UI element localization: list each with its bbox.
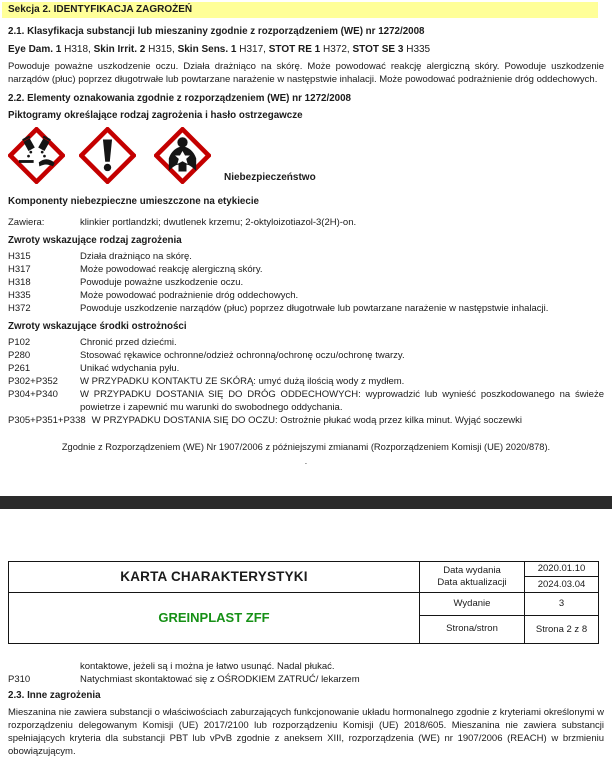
hazard-class: STOT RE 1 bbox=[268, 44, 321, 55]
p-statement-row bbox=[8, 349, 604, 362]
edition-label: Wydanie bbox=[420, 593, 525, 615]
pages-row bbox=[420, 616, 598, 643]
p-code: P302+P352 bbox=[8, 375, 58, 387]
hazard-code: H372, bbox=[320, 44, 353, 55]
hazard-code: H335 bbox=[403, 44, 431, 55]
p-text: Chronić przed dziećmi. bbox=[80, 336, 177, 348]
hazard-code: H317, bbox=[236, 44, 269, 55]
contains-value: klinkier portlandzki; dwutlenek krzemu; 2-oktyloizotiazol-3(2H)-on. bbox=[80, 216, 357, 228]
p-statement-row bbox=[8, 414, 604, 427]
indent-spacer bbox=[8, 660, 80, 673]
p-statements-list bbox=[8, 336, 604, 427]
h-text: Może powodować reakcję alergiczną skóry. bbox=[80, 263, 263, 275]
other-hazards-text: Mieszanina nie zawiera substancji o właściwościach zaburzających funkcjonowanie układu hormonalnego zgodnie z kryteriami określonymi w rozporządzeniu delegowanym Komisji (UE) 2017/2100 lub rozporządzeniu Komisji (UE) 2018/605. Mieszanina nie zawiera substancji spełniających kryteria dla substancji PBT lub vPvB zgodnie z aneksem XIII, rozporządzenia (WE) nr 1907/2006 (REACH) w brzmieniu obowiązującym. bbox=[8, 706, 604, 757]
product-name: GREINPLAST ZFF bbox=[158, 609, 270, 625]
dates-values bbox=[525, 562, 598, 592]
p-text: Stosować rękawice ochronne/odzież ochronną/ochronę oczu/ochronę twarzy. bbox=[80, 349, 405, 361]
hazard-code: H315, bbox=[145, 44, 178, 55]
h-text: Może powodować podrażnienie dróg oddechowych. bbox=[80, 289, 299, 301]
p-text: W PRZYPADKU DOSTANIA SIĘ DO OCZU: Ostrożnie płukać wodą przez kilka minut. Wyjąć soczewki bbox=[91, 414, 522, 426]
pictogram-row bbox=[8, 127, 604, 184]
p-statement-row bbox=[8, 388, 604, 414]
p-text: W PRZYPADKU KONTAKTU ZE SKÓRĄ: umyć dużą ilością wody z mydłem. bbox=[80, 375, 405, 387]
p-statement-row bbox=[8, 336, 604, 349]
h-code: H372 bbox=[8, 302, 31, 314]
heading-2-2: 2.2. Elementy oznakowania zgodnie z rozporządzeniem (WE) nr 1272/2008 bbox=[8, 92, 351, 104]
h-statements-heading: Zwroty wskazujące rodzaj zagrożenia bbox=[8, 234, 182, 246]
h-statement-row bbox=[8, 289, 604, 302]
pictograms-heading: Piktogramy określające rodzaj zagrożenia i hasło ostrzegawcze bbox=[8, 109, 303, 121]
p-code: P304+P340 bbox=[8, 388, 58, 400]
p-statement-row bbox=[8, 375, 604, 388]
hazard-class: STOT SE 3 bbox=[352, 44, 404, 55]
pages-label: Strona/stron bbox=[420, 616, 525, 643]
contains-row bbox=[8, 216, 604, 229]
section-2-header: Sekcja 2. IDENTYFIKACJA ZAGROŻEŃ bbox=[2, 2, 598, 18]
h-statements-list bbox=[8, 250, 604, 315]
p-code: P280 bbox=[8, 349, 31, 361]
page-break-divider bbox=[0, 496, 612, 509]
components-heading: Komponenty niebezpieczne umieszczone na etykiecie bbox=[8, 195, 259, 207]
p-text: W PRZYPADKU DOSTANIA SIĘ DO DRÓG ODDECHOWYCH: wyprowadzić lub wynieść poszkodowanego na świeże powietrze i zapewnić mu warunki do swobodnego oddychania. bbox=[80, 388, 604, 413]
p-code: P305+P351+P338 bbox=[8, 414, 86, 426]
p-code: P261 bbox=[8, 362, 31, 374]
p-statement-row bbox=[8, 362, 604, 375]
ghs08-health-hazard-icon bbox=[154, 127, 211, 184]
sds-page-header-table bbox=[8, 561, 599, 644]
classification-description: Powoduje poważne uszkodzenie oczu. Działa drażniąco na skórę. Może powodować reakcję alergiczną skóry. Powoduje uszkodzenie narządów (płuc) poprzez długotrwałe lub powtarzane narażenie w następstwie inhalacji. Może powodować podrażnienie dróg oddechowych. bbox=[8, 61, 604, 85]
hazard-class: Skin Irrit. 2 bbox=[93, 44, 146, 55]
h-statement-row bbox=[8, 302, 604, 315]
p-statement-row bbox=[8, 673, 604, 686]
hazard-code: H318, bbox=[61, 44, 94, 55]
h-statement-row bbox=[8, 250, 604, 263]
signal-word: Niebezpieczeństwo bbox=[224, 171, 316, 183]
header-table-right bbox=[420, 562, 598, 643]
h-text: Powoduje poważne uszkodzenie oczu. bbox=[80, 276, 244, 288]
heading-2-1: 2.1. Klasyfikacja substancji lub mieszaniny zgodnie z rozporządzeniem (WE) nr 1272/2008 bbox=[8, 26, 425, 37]
classification-line bbox=[8, 44, 604, 56]
stray-dot: . bbox=[304, 455, 308, 467]
h-code: H335 bbox=[8, 289, 31, 301]
dates-row bbox=[420, 562, 598, 593]
p-text: Natychmiast skontaktować się z OŚRODKIEM ZATRUĆ/ lekarzem bbox=[80, 673, 360, 685]
document-title: KARTA CHARAKTERYSTYKI bbox=[9, 562, 419, 593]
p-code: P310 bbox=[8, 673, 31, 685]
contains-label: Zawiera: bbox=[8, 216, 45, 228]
h-statement-row bbox=[8, 276, 604, 289]
edition-value: 3 bbox=[558, 598, 565, 610]
p-statements-heading: Zwroty wskazujące środki ostrożności bbox=[8, 320, 187, 332]
p305-continuation-text: kontaktowe, jeżeli są i można je łatwo usunąć. Nadal płukać. bbox=[80, 660, 335, 672]
hazard-class: Skin Sens. 1 bbox=[177, 44, 237, 55]
h-code: H318 bbox=[8, 276, 31, 288]
h-statement-row bbox=[8, 263, 604, 276]
ghs07-exclamation-icon bbox=[79, 127, 136, 184]
heading-2-3: 2.3. Inne zagrożenia bbox=[8, 689, 101, 701]
hazard-class: Eye Dam. 1 bbox=[8, 44, 62, 55]
h-code: H317 bbox=[8, 263, 31, 275]
dates-labels bbox=[420, 562, 525, 592]
ghs05-corrosion-icon bbox=[8, 127, 65, 184]
regulation-note: Zgodnie z Rozporządzeniem (WE) Nr 1907/2006 z późniejszymi zmianami (Rozporządzeniem Komisji (UE) 2020/878). bbox=[61, 441, 551, 452]
update-date-value: 2024.03.04 bbox=[537, 578, 586, 590]
edition-row bbox=[420, 593, 598, 616]
p-text: Unikać wdychania pyłu. bbox=[80, 362, 180, 374]
h-text: Powoduje uszkodzenie narządów (płuc) poprzez długotrwałe lub powtarzane narażenie w następstwie inhalacji. bbox=[80, 302, 549, 314]
update-date-label: Data aktualizacji bbox=[437, 576, 507, 588]
issue-date-value: 2020.01.10 bbox=[525, 562, 598, 578]
h-code: H315 bbox=[8, 250, 31, 262]
pages-value: Strona 2 z 8 bbox=[535, 623, 588, 635]
header-table-left bbox=[9, 562, 420, 643]
p-code: P102 bbox=[8, 336, 31, 348]
issue-date-label: Data wydania bbox=[443, 564, 501, 576]
h-text: Działa drażniąco na skórę. bbox=[80, 250, 192, 262]
p305-continuation bbox=[8, 660, 604, 673]
